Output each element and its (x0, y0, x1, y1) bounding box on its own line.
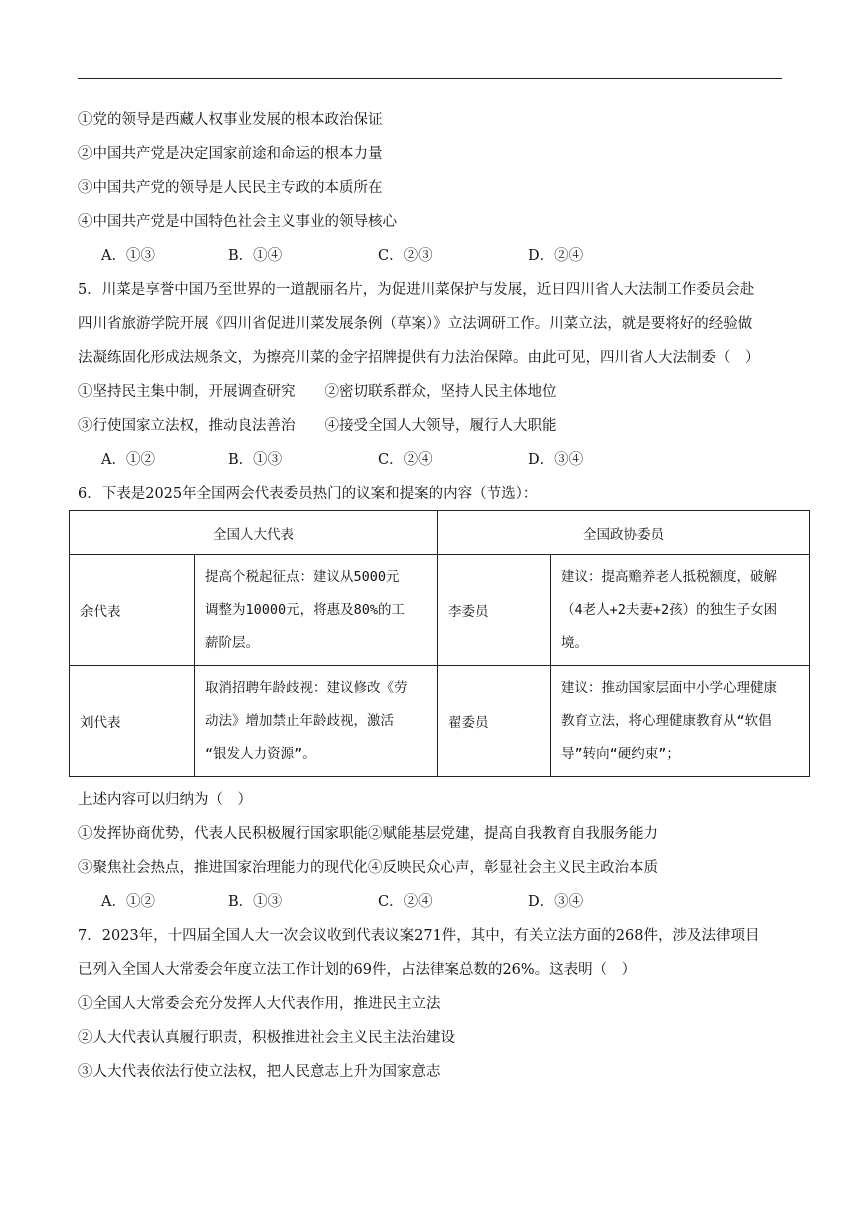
header-npc-deputies: 全国人大代表 (70, 511, 438, 555)
q6-option-c[interactable]: C．②④ (378, 894, 433, 910)
content-line: 取消招聘年龄歧视：建议修改《劳 (205, 679, 408, 696)
q6-statements-1-2: ①发挥协商优势，代表人民积极履行国家职能②赋能基层党建，提高自我教育自我服务能力 (78, 826, 658, 842)
q4-option-c[interactable]: C．②③ (378, 248, 433, 264)
q4-statement-3: ③中国共产党的领导是人民民主专政的本质所在 (78, 180, 383, 196)
member-name: 李委员 (438, 555, 551, 666)
q6-statements-3-4: ③聚焦社会热点，推进国家治理能力的现代化④反映民众心声，彰显社会主义民主政治本质 (78, 860, 658, 876)
q5-option-c[interactable]: C．②④ (378, 452, 433, 468)
q4-option-b[interactable]: B．①④ (228, 248, 283, 264)
q5-stem-line-2: 四川省旅游学院开展《四川省促进川菜发展条例（草案）》立法调研工作。川菜立法，就是要将好的经验做 (78, 316, 753, 332)
content-line: 提高个税起征点：建议从5000元 (205, 568, 400, 585)
q7-statement-1: ①全国人大常委会充分发挥人大代表作用，推进民主立法 (78, 996, 441, 1012)
rep-name: 余代表 (70, 555, 195, 666)
q4-statement-2: ②中国共产党是决定国家前途和命运的根本力量 (78, 146, 383, 162)
header-cppcc-members: 全国政协委员 (438, 511, 810, 555)
header-rule (78, 78, 782, 79)
rep-name: 刘代表 (70, 666, 195, 777)
q6-summary: 上述内容可以归纳为（ ） (78, 792, 252, 808)
content-line: 境。 (561, 634, 588, 651)
q5-stem-line-1: 5．川菜是享誉中国乃至世界的一道靓丽名片，为促进川菜保护与发展，近日四川省人大法制工作委员会赴 (78, 282, 755, 298)
q7-stem-line-1: 7．2023年，十四届全国人大一次会议收到代表议案271件，其中，有关立法方面的268件，涉及法律项目 (78, 928, 760, 944)
member-name: 翟委员 (438, 666, 551, 777)
q6-option-b[interactable]: B．①③ (228, 894, 283, 910)
content-line: 薪阶层。 (205, 634, 259, 651)
rep-content (195, 555, 438, 666)
q7-statement-2: ②人大代表认真履行职责，积极推进社会主义民主法治建设 (78, 1030, 455, 1046)
q4-statement-4: ④中国共产党是中国特色社会主义事业的领导核心 (78, 214, 397, 230)
content-line: 动法》增加禁止年龄歧视，激活 (205, 712, 394, 729)
content-line: 调整为10000元，将惠及80%的工 (205, 601, 406, 618)
q4-option-d[interactable]: D．②④ (528, 248, 584, 264)
q5-statements-1-2: ①坚持民主集中制，开展调查研究 ②密切联系群众，坚持人民主体地位 (78, 384, 557, 400)
q4-option-a[interactable]: A．①③ (101, 248, 155, 264)
rep-content (195, 666, 438, 777)
table-row (70, 666, 810, 777)
content-line: 建议：提高赡养老人抵税额度，破解 (561, 568, 777, 585)
content-line: 教育立法，将心理健康教育从“软倡 (561, 712, 772, 729)
q5-option-a[interactable]: A．①② (101, 452, 155, 468)
q5-option-d[interactable]: D．③④ (528, 452, 584, 468)
table-row (70, 555, 810, 666)
q5-stem-line-3: 法凝练固化形成法规条文，为擦亮川菜的金字招牌提供有力法治保障。由此可见，四川省人大法制委（ ） (78, 350, 760, 366)
q5-statements-3-4: ③行使国家立法权，推动良法善治 ④接受全国人大领导，履行人大职能 (78, 418, 557, 434)
member-content (551, 555, 810, 666)
proposals-table (69, 510, 810, 777)
q5-option-b[interactable]: B．①③ (228, 452, 283, 468)
q6-stem: 6．下表是2025年全国两会代表委员热门的议案和提案的内容（节选）： (78, 486, 538, 502)
q7-stem-line-2: 已列入全国人大常委会年度立法工作计划的69件，占法律案总数的26%。这表明（ ） (78, 962, 637, 978)
q7-statement-3: ③人大代表依法行使立法权，把人民意志上升为国家意志 (78, 1064, 441, 1080)
q6-option-d[interactable]: D．③④ (528, 894, 584, 910)
q6-option-a[interactable]: A．①② (101, 894, 155, 910)
content-line: “银发人力资源”。 (205, 745, 316, 762)
content-line: （4老人+2夫妻+2孩）的独生子女困 (561, 601, 778, 618)
content-line: 建议：推动国家层面中小学心理健康 (561, 679, 777, 696)
content-line: 导”转向“硬约束”； (561, 745, 680, 762)
table-header-row (70, 511, 810, 555)
q4-statement-1: ①党的领导是西藏人权事业发展的根本政治保证 (78, 112, 383, 128)
member-content (551, 666, 810, 777)
